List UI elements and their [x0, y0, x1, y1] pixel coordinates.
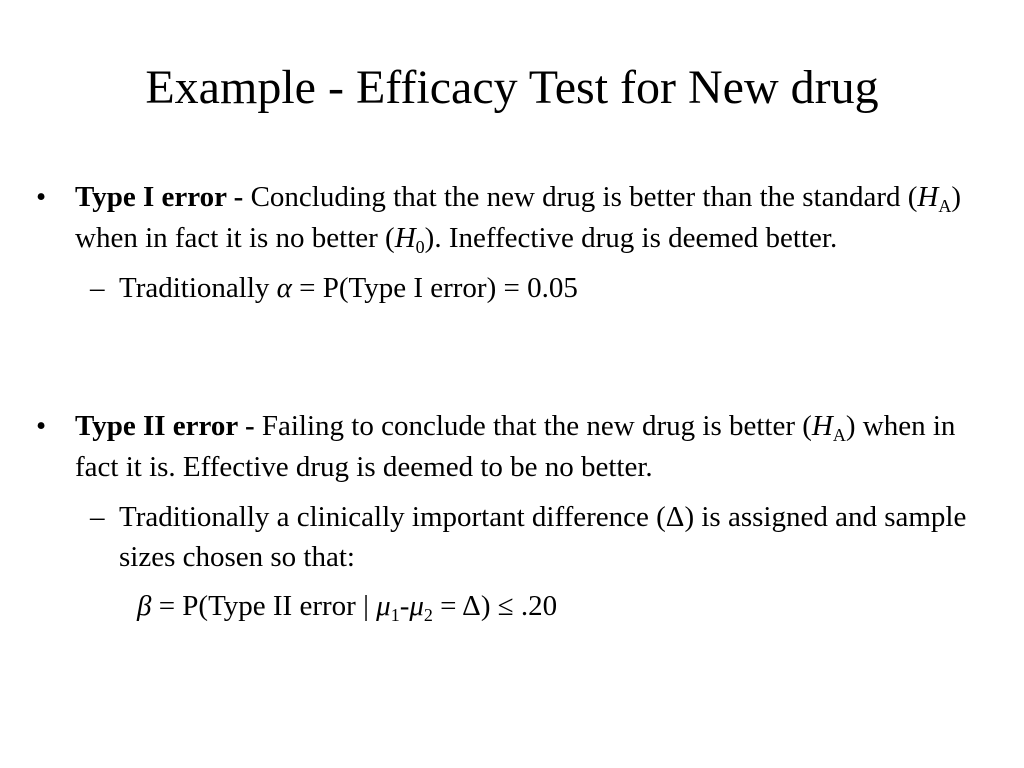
- subscript: 0: [415, 237, 425, 257]
- text-segment: ) when in fact it is no better (: [75, 181, 962, 254]
- text-segment: = Δ) ≤ .20: [432, 590, 558, 622]
- bullet-text: [0, 177, 1024, 259]
- text-segment: Failing to conclude that the new drug is better (: [254, 410, 812, 442]
- text-segment: = P(Type I error) = 0.05: [291, 272, 578, 304]
- text-segment: Concluding that the new drug is better than the standard (: [243, 181, 918, 213]
- text-segment: Traditionally: [119, 272, 277, 304]
- subscript: A: [938, 196, 952, 216]
- bullet-text: [0, 406, 1024, 488]
- bullet-marker: •: [36, 181, 47, 213]
- mu-symbol: μ: [376, 590, 391, 622]
- sub-bullet-alpha: [0, 268, 1024, 308]
- term-heading: Type II error -: [75, 410, 255, 442]
- sub-bullet-marker: –: [90, 501, 105, 533]
- text-segment: ) when in fact it is. Effective drug is deemed to be no better.: [75, 410, 956, 483]
- bullet-marker: •: [36, 410, 47, 442]
- slide-title: Example - Efficacy Test for New drug: [145, 61, 879, 114]
- term-heading: Type I error -: [75, 181, 244, 213]
- hypothesis-symbol: H: [811, 410, 833, 442]
- subscript: A: [832, 425, 846, 445]
- alpha-symbol: α: [276, 272, 292, 304]
- subscript: 2: [423, 605, 433, 625]
- bullet-type-2-error: [0, 406, 1024, 626]
- text-segment: Traditionally a clinically important difference (Δ) is assigned and sample sizes chosen so that:: [119, 501, 967, 573]
- sub-bullet-delta: [0, 497, 1024, 577]
- hypothesis-symbol: H: [917, 181, 939, 213]
- hypothesis-symbol: H: [394, 222, 416, 254]
- mu-symbol: μ: [409, 590, 424, 622]
- text-segment: = P(Type II error |: [151, 590, 377, 622]
- beta-formula: [0, 586, 1024, 626]
- text-segment: ). Ineffective drug is deemed better.: [424, 222, 838, 254]
- subscript: 1: [390, 605, 400, 625]
- beta-symbol: β: [137, 590, 152, 622]
- text-segment: -: [399, 590, 410, 622]
- sub-bullet-marker: –: [90, 272, 105, 304]
- bullet-type-1-error: [0, 177, 1024, 308]
